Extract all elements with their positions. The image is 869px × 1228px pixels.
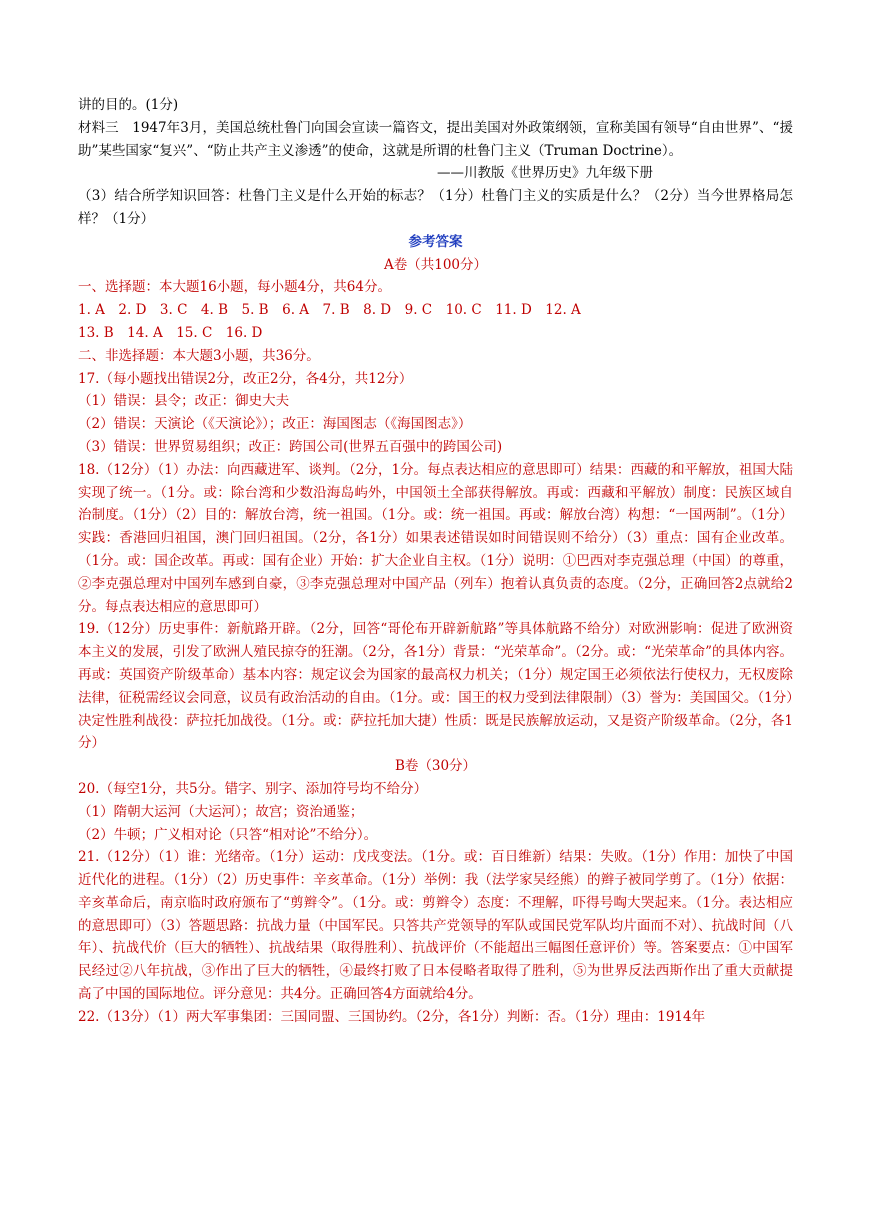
answer-line: 13. B 14. A 15. C 16. D [78, 324, 263, 341]
answer-line: （3）错误：世界贸易组织；改正：跨国公司(世界五百强中的跨国公司) [78, 438, 503, 455]
answer-line: 17.（每小题找出错误2分，改正2分，各4分，共12分） [78, 370, 413, 387]
answer-paragraph: 19.（12分）历史事件：新航路开辟。（2分，回答“哥伦布开辟新航路”等具体航路不给分）对欧洲影响：促进了欧洲资本主义的发展，引发了欧洲人殖民掠夺的狂潮。（2分，各1分）背景：“光荣革命”。（2分。或：“光荣革命”的具体内容。再或：英国资产阶级革命）基本内容：规定议会为国家的最高权力机关；（1分）规定国王必须依法行使权力，无权废除法律，征税需经议会同意，议员有政治活动的自由。（1分。或：国王的权力受到法律限制）（3）誉为：美国国父。（1分）决定性胜利战役：萨拉托加战役。（1分。或：萨拉托加大捷）性质：既是民族解放运动，又是资产阶级革命。（2分，各1分） [78, 621, 793, 752]
answer-line: 二、非选择题：本大题3小题，共36分。 [78, 347, 320, 364]
question-3: （3）结合所学知识回答：杜鲁门主义是什么开始的标志？（1分）杜鲁门主义的实质是什么？（2分）当今世界格局怎样？（1分） [78, 188, 793, 227]
answer-paragraph: 18.（12分）（1）办法：向西藏进军、谈判。（2分，1分。每点表达相应的意思即可）结果：西藏的和平解放，祖国大陆实现了统一。（1分。或：除台湾和少数沿海岛屿外，中国领土全部获得解放。再或：西藏和平解放）制度：民族区域自治制度。（1分）（2）目的：解放台湾，统一祖国。（1分。或：统一祖国。再或：解放台湾）构想：“一国两制”。（1分）实践：香港回归祖国，澳门回归祖国。（2分，各1分）如果表述错误如时间错误则不给分）（3）重点：国有企业改革。（1分。或：国企改革。再或：国有企业）开始：扩大企业自主权。（1分）说明：①巴西对李克强总理（中国）的尊重，②李克强总理对中国列车感到自豪，③李克强总理对中国产品（列车）抱着认真负责的态度。（2分，正确回答2点就给2分。每点表达相应的意思即可） [78, 461, 793, 615]
question-tail: 讲的目的。(1分) [78, 97, 179, 113]
answer-line: （1）隋朝大运河（大运河）；故宫；资治通鉴； [78, 803, 364, 820]
answer-line: 一、选择题：本大题16小题，每小题4分，共64分。 [78, 279, 391, 296]
material-three: 材料三 1947年3月，美国总统杜鲁门向国会宣读一篇咨文，提出美国对外政策纲领，宣称美国有领导“自由世界”、“援助”某些国家“复兴”、“防止共产主义渗透”的使命，这就是所谓的杜鲁门主义（Truman Doctrine）。 [78, 119, 793, 159]
answer-line: 20.（每空1分，共5分。错字、别字、添加符号均不给分） [78, 780, 428, 797]
answer-line: （2）错误：天演论（《天演论》）；改正：海国图志（《海国图志》） [78, 416, 472, 433]
section-a-title: A卷（共100分） [383, 256, 488, 273]
answer-paragraph: 22.（13分）（1）两大军事集团：三国同盟、三国协约。（2分，各1分）判断：否。（1分）理由：1914年 [78, 1008, 706, 1025]
document-body [78, 94, 793, 1029]
answer-line: （2）牛顿；广义相对论（只答“相对论”不给分）。 [78, 826, 378, 843]
answer-line: 1. A 2. D 3. C 4. B 5. B 6. A 7. B 8. D 9. C 10. C 11. D 12. A [78, 302, 581, 319]
answers-title: 参考答案 [408, 233, 463, 250]
answer-paragraph: 21.（12分）（1）谁：光绪帝。（1分）运动：戊戌变法。（1分。或：百日维新）结果：失败。（1分）作用：加快了中国近代化的进程。（1分）（2）历史事件：辛亥革命。（1分）举例：我（法学家吴经熊）的辫子被同学剪了。（1分）依据：辛亥革命后，南京临时政府颁布了“剪辫令”。（1分。或：剪辫令）态度：不理解，吓得号啕大哭起来。（1分。表达相应的意思即可）（3）答题思路：抗战力量（中国军民。只答共产党领导的军队或国民党军队均片面而不对）、抗战时间（八年）、抗战代价（巨大的牺牲）、抗战结果（取得胜利）、抗战评价（不能超出三幅图任意评价）等。答案要点：①中国军民经过②八年抗战，③作出了巨大的牺牲，④最终打败了日本侵略者取得了胜利，⑤为世界反法西斯作出了重大贡献提高了中国的国际地位。评分意见：共4分。正确回答4方面就给4分。 [78, 849, 793, 1003]
answer-line: （1）错误：县令；改正：御史大夫 [78, 393, 290, 410]
section-b-title: B卷（30分） [394, 758, 477, 775]
source-citation: ——川教版《世界历史》九年级下册 [437, 165, 653, 182]
